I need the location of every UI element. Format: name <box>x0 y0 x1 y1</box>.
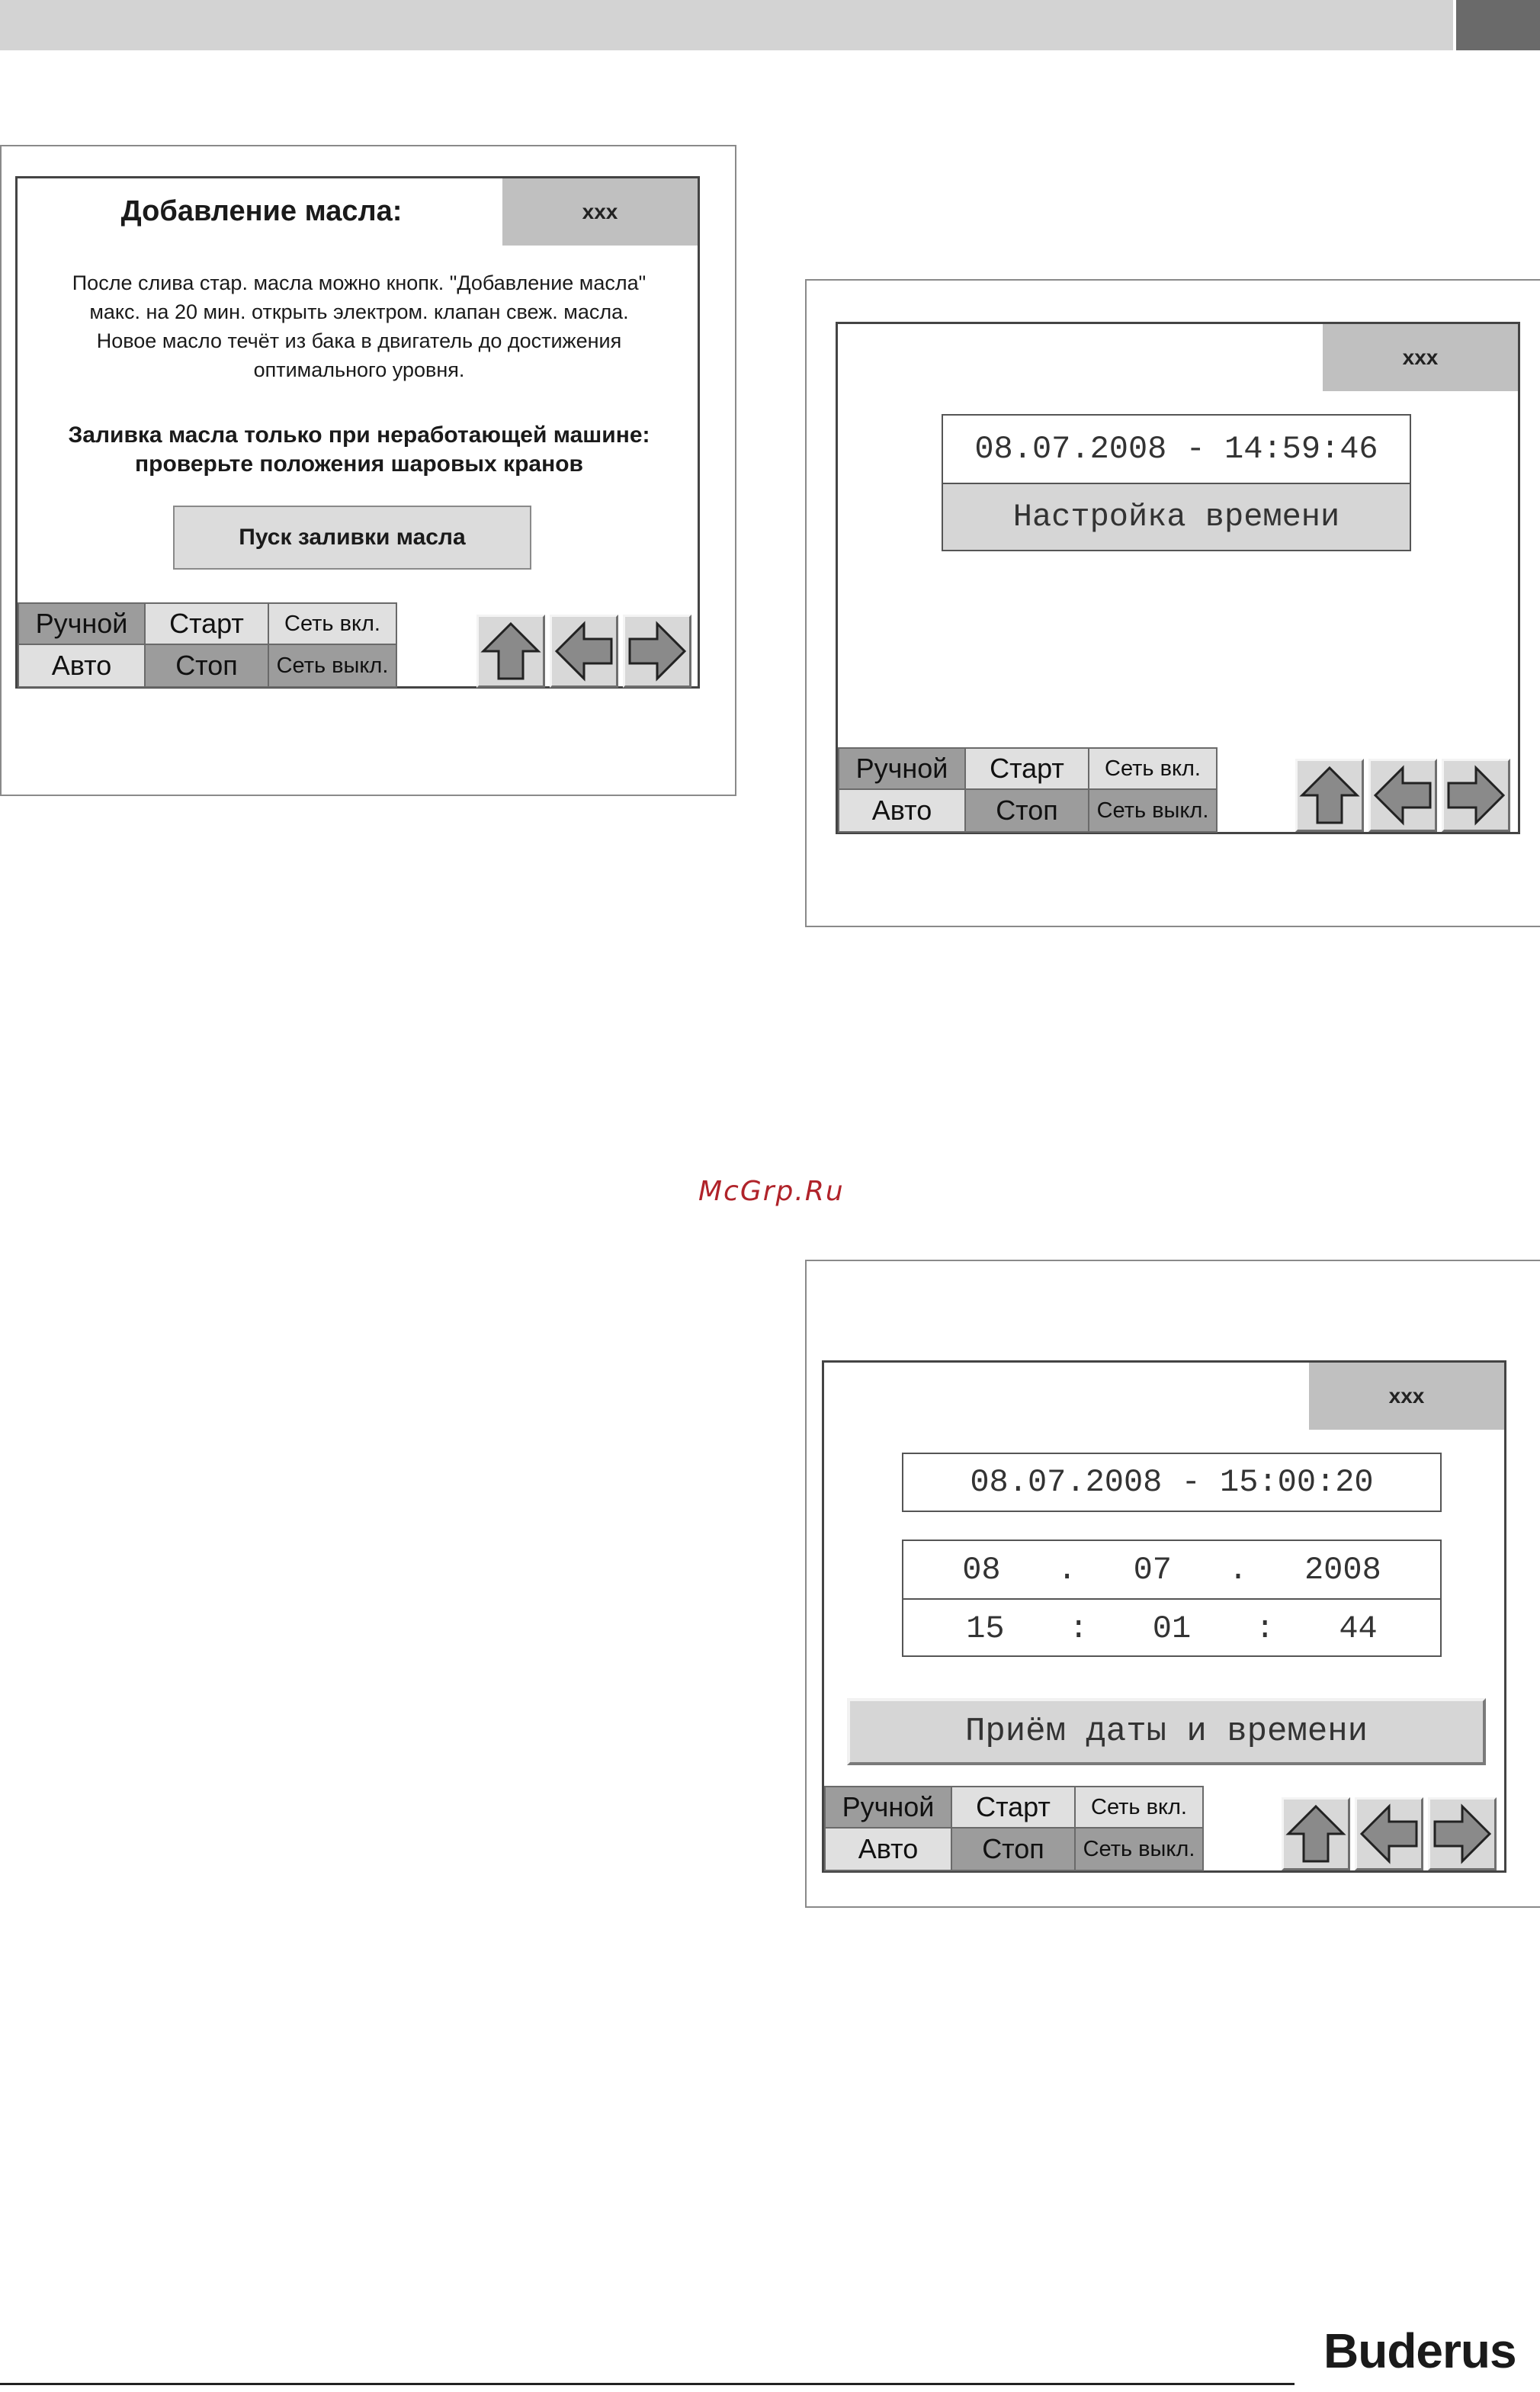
arrow-left-icon <box>553 621 614 682</box>
mode-panel <box>838 747 1218 833</box>
minute-field[interactable]: 01 <box>1152 1610 1192 1647</box>
net-on-button[interactable]: Сеть вкл. <box>269 604 396 645</box>
net-off-button[interactable]: Сеть выкл. <box>1089 790 1216 831</box>
watermark-text: McGrp.Ru <box>698 1176 845 1207</box>
instruction-text <box>33 268 685 384</box>
brand-logo: Buderus <box>1323 2323 1516 2378</box>
panel-date-time-set <box>822 1360 1506 1873</box>
footer-divider <box>0 2383 1295 2385</box>
set-time-button[interactable]: Настройка времени <box>942 483 1411 551</box>
mode-stop-button[interactable]: Стоп <box>146 645 269 686</box>
nav-up-button[interactable] <box>476 615 545 688</box>
mode-manual-button[interactable]: Ручной <box>826 1787 952 1829</box>
arrow-up-icon <box>1285 1803 1346 1864</box>
arrow-right-icon <box>1432 1803 1493 1864</box>
mode-start-button[interactable]: Старт <box>966 749 1089 790</box>
net-off-button[interactable]: Сеть выкл. <box>1076 1829 1202 1870</box>
mode-auto-button[interactable]: Авто <box>839 790 966 831</box>
status-badge: xxx <box>502 178 698 246</box>
nav-arrows <box>1295 759 1510 832</box>
nav-arrows <box>476 615 691 688</box>
nav-left-button[interactable] <box>1368 759 1437 832</box>
status-badge: xxx <box>1309 1363 1504 1430</box>
mode-auto-button[interactable]: Авто <box>826 1829 952 1870</box>
arrow-up-icon <box>1299 765 1360 826</box>
nav-left-button[interactable] <box>1355 1797 1423 1870</box>
instruction-line: После слива стар. масла можно кнопк. "Добавление масла" <box>72 271 646 294</box>
page-header-bar <box>0 0 1453 50</box>
mode-start-button[interactable]: Старт <box>146 604 269 645</box>
arrow-left-icon <box>1372 765 1433 826</box>
time-row <box>903 1600 1440 1657</box>
screen-title: Добавление масла: <box>120 195 403 227</box>
date-row <box>903 1541 1440 1600</box>
mode-stop-button[interactable]: Стоп <box>966 790 1089 831</box>
start-oil-fill-button[interactable]: Пуск заливки масла <box>173 506 531 570</box>
net-off-button[interactable]: Сеть выкл. <box>269 645 396 686</box>
time-separator: : <box>1069 1610 1089 1647</box>
instruction-line: оптимального уровня. <box>253 358 465 381</box>
time-separator: : <box>1255 1610 1275 1647</box>
arrow-right-icon <box>627 621 688 682</box>
warning-line: Заливка масла только при неработающей машине: <box>68 422 650 448</box>
datetime-display: 08.07.2008 - 15:00:20 <box>902 1453 1442 1512</box>
nav-up-button[interactable] <box>1282 1797 1350 1870</box>
net-on-button[interactable]: Сеть вкл. <box>1076 1787 1202 1829</box>
arrow-left-icon <box>1359 1803 1420 1864</box>
page-header-tab <box>1456 0 1540 50</box>
status-badge: xxx <box>1323 324 1518 391</box>
mode-auto-button[interactable]: Авто <box>19 645 146 686</box>
panel-oil-add <box>15 176 700 689</box>
nav-right-button[interactable] <box>1428 1797 1497 1870</box>
month-field[interactable]: 07 <box>1133 1551 1172 1588</box>
day-field[interactable]: 08 <box>962 1551 1001 1588</box>
accept-date-time-button[interactable]: Приём даты и времени <box>847 1698 1486 1765</box>
nav-left-button[interactable] <box>550 615 618 688</box>
nav-right-button[interactable] <box>1442 759 1510 832</box>
mode-start-button[interactable]: Старт <box>952 1787 1076 1829</box>
mode-manual-button[interactable]: Ручной <box>19 604 146 645</box>
date-separator: . <box>1228 1551 1248 1588</box>
mode-panel <box>824 1786 1204 1871</box>
date-separator: . <box>1057 1551 1077 1588</box>
warning-line: проверьте положения шаровых кранов <box>135 451 583 477</box>
second-field[interactable]: 44 <box>1339 1610 1378 1647</box>
warning-text <box>33 421 685 479</box>
hour-field[interactable]: 15 <box>966 1610 1005 1647</box>
panel-time-display <box>836 322 1520 834</box>
nav-up-button[interactable] <box>1295 759 1364 832</box>
nav-right-button[interactable] <box>623 615 691 688</box>
mode-stop-button[interactable]: Стоп <box>952 1829 1076 1870</box>
net-on-button[interactable]: Сеть вкл. <box>1089 749 1216 790</box>
instruction-line: макс. на 20 мин. открыть электром. клапан свеж. масла. <box>89 300 629 323</box>
nav-arrows <box>1282 1797 1497 1870</box>
arrow-right-icon <box>1445 765 1506 826</box>
arrow-up-icon <box>480 621 541 682</box>
datetime-display: 08.07.2008 - 14:59:46 <box>942 414 1411 483</box>
mode-panel <box>18 602 397 688</box>
mode-manual-button[interactable]: Ручной <box>839 749 966 790</box>
instruction-line: Новое масло течёт из бака в двигатель до достижения <box>96 329 622 352</box>
year-field[interactable]: 2008 <box>1304 1551 1381 1588</box>
date-time-editor <box>902 1540 1442 1657</box>
